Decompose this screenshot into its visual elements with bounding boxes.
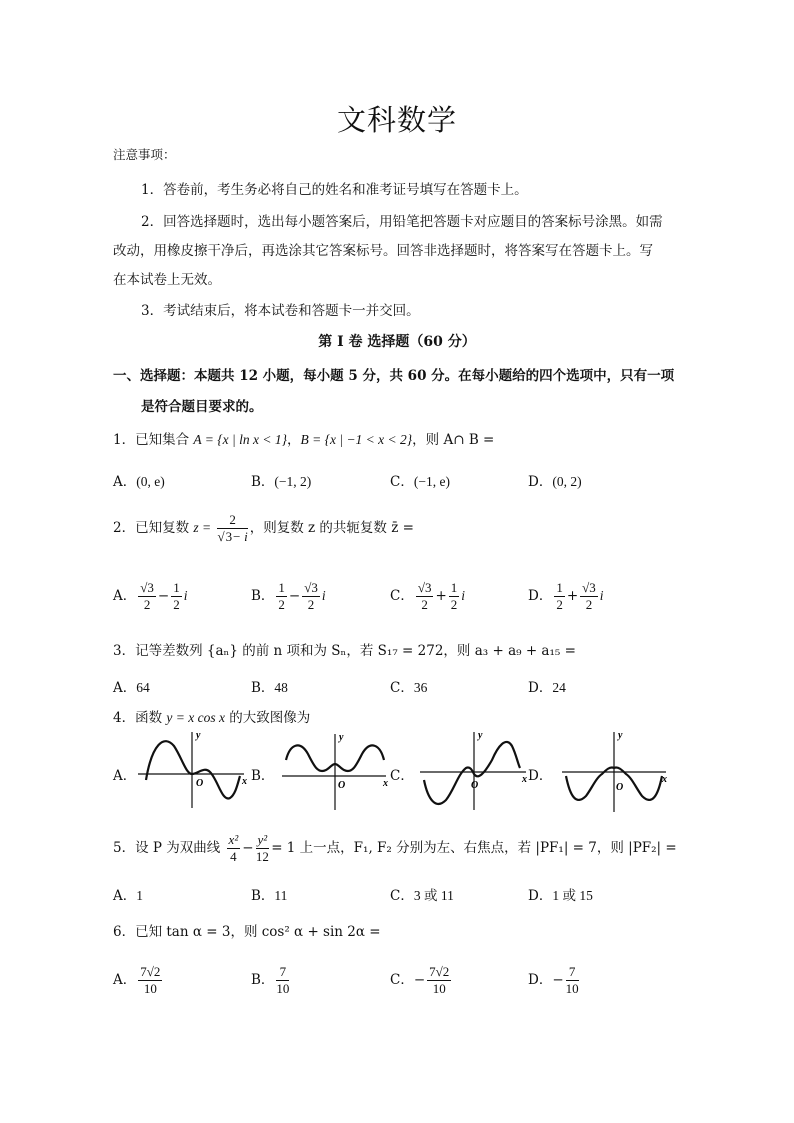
q1-ask: ，则 A∩ B = [412, 432, 495, 448]
q6-option-a[interactable]: A． $\frac{7√2}{10}$ [113, 964, 161, 996]
q4-option-b-label[interactable]: B． [251, 768, 275, 784]
q1-option-d[interactable]: D．(0, 2) [528, 474, 582, 490]
question-5: 5．设 P 为双曲线 $\frac{\text{x²}}{4}$ − $\frac{\text{y²}}{12}$ = 1 上一点，F₁, F₂ 分别为左、右焦点，若 |PF₁| = 7，则 |PF₂| = [113, 832, 677, 864]
q5-option-d[interactable]: D．1 或 15 [528, 888, 593, 904]
origin-label: O [196, 778, 204, 789]
q3-option-d[interactable]: D．24 [528, 680, 566, 696]
q2-option-d[interactable]: D． $\frac{1}{2}$ + $\frac{√3}{2}$ i [528, 580, 604, 612]
notice-item-2-line-1: 2．回答选择题时，选出每小题答案后，用铅笔把答题卡对应题目的答案标号涂黑。如需 [141, 214, 663, 230]
q1-prefix: 1．已知集合 [113, 432, 194, 448]
q5-rest: = 1 上一点，F₁, F₂ 分别为左、右焦点，若 |PF₁| = 7，则 |PF₂| = [271, 840, 677, 856]
y-label: y [478, 730, 483, 741]
q4-graph-a[interactable] [134, 728, 249, 810]
section-title: 第 I 卷 选择题（60 分） [318, 334, 476, 350]
q6-option-b[interactable]: B． $\frac{7}{10}$ [251, 964, 290, 996]
q5-option-c[interactable]: C．3 或 11 [390, 888, 454, 904]
q1-separator: ， [286, 432, 301, 448]
q2-option-a[interactable]: A． $\frac{√3}{2}$ − $\frac{1}{2}$ i [113, 580, 188, 612]
q6-option-d[interactable]: D．− $\frac{7}{10}$ [528, 964, 579, 996]
notice-heading: 注意事项： [113, 147, 176, 162]
question-6: 6．已知 tan α = 3，则 cos² α + sin 2α = [113, 924, 381, 940]
q2-denominator: √3− i [217, 529, 248, 544]
origin-label: O [616, 782, 624, 793]
q1-set-b: B = {x | −1 < x < 2} [300, 432, 413, 447]
q5-option-a[interactable]: A．1 [113, 888, 143, 904]
q1-option-a[interactable]: A．(0, e) [113, 474, 165, 490]
q4-option-d-label[interactable]: D． [528, 768, 553, 784]
notice-item-3: 3．考试结束后，将本试卷和答题卡一并交回。 [141, 303, 420, 319]
q4-graph-d[interactable] [558, 730, 670, 814]
q4-graph-c[interactable] [418, 728, 530, 812]
q1-option-c[interactable]: C．(−1, e) [390, 474, 450, 490]
part1-instruction-line-2: 是符合题目要求的。 [141, 399, 263, 415]
part1-instruction-line-1: 一、选择题：本题共 12 小题，每小题 5 分，共 60 分。在每小题给的四个选项中，只有一项 [113, 368, 675, 384]
q1-option-b[interactable]: B．(−1, 2) [251, 474, 312, 490]
q4-option-a-label[interactable]: A． [113, 768, 137, 784]
x-label: x [662, 774, 667, 785]
q4-graph-b[interactable] [280, 730, 390, 812]
q6-option-c[interactable]: C．− $\frac{7√2}{10}$ [390, 964, 450, 996]
q2-option-b[interactable]: B． $\frac{1}{2}$ − $\frac{√3}{2}$ i [251, 580, 326, 612]
x-label: x [522, 774, 527, 785]
notice-item-2-line-2: 改动，用橡皮擦干净后，再选涂其它答案标号。回答非选择题时，将答案写在答题卡上。写 [113, 243, 653, 259]
curve [146, 741, 240, 798]
q1-set-a: A = {x | ln x < 1} [193, 432, 287, 447]
page-title: 文科数学 [336, 103, 457, 137]
q2-prefix: 2．已知复数 [113, 520, 194, 536]
x-label: x [242, 776, 247, 787]
q3-option-a[interactable]: A．64 [113, 680, 150, 696]
origin-label: O [338, 780, 346, 791]
notice-item-2-line-3: 在本试卷上无效。 [113, 272, 221, 288]
q4-option-c-label[interactable]: C． [390, 768, 414, 784]
q5-option-b[interactable]: B．11 [251, 888, 288, 904]
question-3: 3．记等差数列 {aₙ} 的前 n 项和为 Sₙ，若 S₁₇ = 272，则 a₃ + a₉ + a₁₅ = [113, 643, 576, 659]
q2-numerator: 2 [217, 512, 247, 529]
origin-label: O [471, 780, 479, 791]
q3-option-c[interactable]: C．36 [390, 680, 428, 696]
notice-item-1: 1．答卷前，考生务必将自己的姓名和准考证号填写在答题卡上。 [141, 182, 528, 198]
q3-option-b[interactable]: B．48 [251, 680, 288, 696]
x-label: x [383, 778, 388, 789]
q2-ask: ，则复数 z 的共轭复数 z̄ = [249, 520, 414, 536]
q2-fraction [217, 512, 247, 545]
question-1 [113, 428, 494, 448]
y-label: y [339, 732, 344, 743]
q2-z: z = [193, 520, 212, 535]
question-2 [113, 512, 414, 545]
q5-fraction-1: $\frac{\text{x²}}{4}$ [228, 832, 239, 864]
q5-fraction-2: $\frac{\text{y²}}{12}$ [255, 832, 269, 864]
curve [424, 742, 520, 804]
y-label: y [618, 730, 623, 741]
q4-function: y = x cos x [166, 710, 225, 725]
question-4: 4．函数 y = x cos x 的大致图像为 [113, 710, 311, 726]
q2-option-c[interactable]: C． $\frac{√3}{2}$ + $\frac{1}{2}$ i [390, 580, 466, 612]
y-label: y [196, 730, 201, 741]
